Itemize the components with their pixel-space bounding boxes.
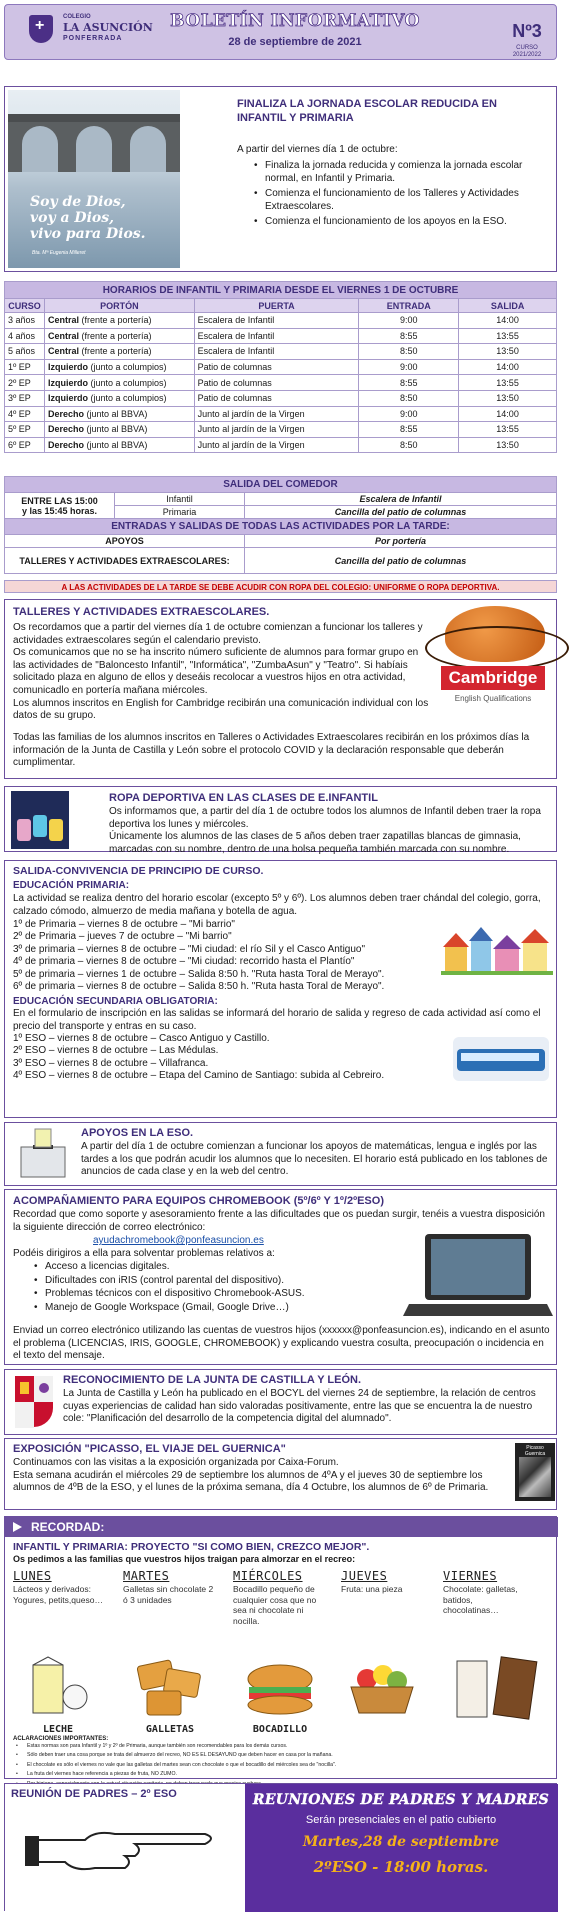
day-friday — [443, 1569, 523, 1616]
table-cell: 9:00 — [359, 313, 459, 329]
section-recordad — [4, 1516, 557, 1779]
section-lead: Os pedimos a las familias que vuestros hijos traigan para almorzar en el recreo: — [13, 1554, 356, 1564]
section-chromebook — [4, 1189, 557, 1365]
table-row — [5, 328, 557, 344]
table-cell — [44, 422, 194, 438]
table-cell: 8:50 — [359, 344, 459, 360]
table-cell: 8:55 — [359, 422, 459, 438]
day-label: VIERNES — [443, 1569, 498, 1583]
basketball-icon — [445, 606, 545, 662]
table-cell — [44, 328, 194, 344]
section-text: En el formulario de inscripción en las salidas se informará del horario de salida y regreso de cada actividad así como el precio del transporte y entras en su caso. — [13, 1008, 541, 1032]
gate-name: Izquierdo — [47, 362, 88, 373]
list-item: • Dificultades con iRIS (control parental del dispositivo). — [31, 1275, 391, 1288]
section-title: SALIDA-CONVIVENCIA DE PRINCIPIO DE CURSO. — [13, 865, 264, 877]
table-cell: 2º EP — [5, 375, 45, 391]
table-cell: Escalera de Infantil — [194, 328, 359, 344]
table-cell: Infantil — [115, 493, 245, 506]
list-item: • Comienza el funcionamiento de los Talleres y Actividades Extraescolares. — [251, 188, 551, 213]
section-title: APOYOS EN LA ESO. — [81, 1127, 194, 1139]
day-label: JUEVES — [341, 1569, 388, 1583]
cookies-icon — [135, 1657, 205, 1719]
table-cell — [44, 359, 194, 375]
table-cell: 9:00 — [359, 406, 459, 422]
bus-icon — [453, 1037, 549, 1081]
table-cell: 8:50 — [359, 437, 459, 453]
day-thursday — [341, 1569, 421, 1595]
day-label: MIÉRCOLES — [233, 1569, 303, 1583]
table-cell — [44, 406, 194, 422]
gate-name: Central — [47, 315, 79, 326]
table-cell — [44, 313, 194, 329]
school-city: PONFERRADA — [63, 35, 123, 42]
table-cell: APOYOS — [5, 535, 245, 548]
table-cell: 13:55 — [459, 328, 557, 344]
col-header: CURSO — [5, 299, 45, 313]
list-item: • Manejo de Google Workspace (Gmail, Google Drive…) — [31, 1302, 391, 1315]
table-cell: 5 años — [5, 344, 45, 360]
gate-detail: (frente a portería) — [79, 346, 152, 357]
section-title: FINALIZA LA JORNADA ESCOLAR REDUCIDA EN INFANTIL Y PRIMARIA — [237, 98, 497, 124]
day-label: LUNES — [13, 1569, 52, 1583]
gate-detail: (frente a portería) — [79, 315, 152, 326]
section-reconocimiento — [4, 1369, 557, 1435]
list-item: 2º de Primaria – jueves 7 de octubre – "Mi barrio" — [13, 931, 232, 943]
section-text: Recordad que como soporte y asesoramiento frente a las dificultades que os puedan surgir, tenéis a vuestra disposición la siguiente dirección de correo electrónico: — [13, 1209, 545, 1233]
food-label: BOCADILLO — [252, 1724, 308, 1735]
table-cell: 9:00 — [359, 359, 459, 375]
section-title: REUNIÓN DE PADRES – 2º ESO — [11, 1788, 177, 1800]
table-cell: TALLERES Y ACTIVIDADES EXTRAESCOLARES: — [5, 548, 245, 574]
subsection-title: EDUCACIÓN PRIMARIA: — [13, 880, 130, 891]
list-item: • Problemas técnicos con el dispositivo Chromebook-ASUS. — [31, 1288, 391, 1301]
school-logo-icon — [29, 15, 53, 43]
table-title: HORARIOS DE INFANTIL Y PRIMARIA DESDE EL VIERNES 1 DE OCTUBRE — [5, 282, 557, 299]
table-cell: Patio de columnas — [194, 390, 359, 406]
table-cell — [44, 344, 194, 360]
table-cell: 5º EP — [5, 422, 45, 438]
section-title: ROPA DEPORTIVA EN LAS CLASES DE E.INFANTIL — [109, 792, 378, 804]
school-name: LA ASUNCIÓN — [63, 21, 153, 34]
motto-author: Bta. Mª Eugenia Milleret — [32, 250, 86, 256]
schedule-rows — [5, 313, 557, 453]
section-talleres — [4, 599, 557, 779]
table-cell: 8:55 — [359, 328, 459, 344]
table-cell: 3º EP — [5, 390, 45, 406]
table-cell — [44, 375, 194, 391]
poster-label: Picasso Guernica — [524, 1445, 546, 1457]
gate-detail: (junto al BBVA) — [84, 440, 148, 451]
table-cell: 4 años — [5, 328, 45, 344]
gate-name: Central — [47, 330, 79, 341]
gate-detail: (junto a columpios) — [87, 393, 167, 404]
day-text: Bocadillo pequeño de cualquier cosa que no sea ni chocolate ni nocilla. — [233, 1584, 317, 1626]
section-text: A partir del día 1 de octubre comienzan a funcionar los apoyos de matemáticas, lengua e inglés por las tardes a los que podrán acudir los alumnos que lo necesiten. El horario está publicado en los tablones de anuncios de cada clase y en la web del centro. — [81, 1141, 548, 1178]
section-title: RECONOCIMIENTO DE LA JUNTA DE CASTILLA Y LEÓN. — [63, 1374, 362, 1386]
kids-illustration — [11, 791, 69, 849]
table-cell: Patio de columnas — [194, 359, 359, 375]
section-title: TALLERES Y ACTIVIDADES EXTRAESCOLARES. — [13, 606, 270, 618]
list-item: 6º de primaria – viernes 8 de octubre – Salida 8:50 h. "Ruta hasta Toral de Merayo". — [13, 981, 385, 993]
table-cell: Junto al jardín de la Virgen — [194, 422, 359, 438]
list-item: • Acceso a licencias digitales. — [31, 1261, 391, 1274]
col-header: SALIDA — [459, 299, 557, 313]
bulletin-number: Nº3 — [512, 21, 542, 41]
day-monday — [13, 1569, 105, 1605]
list-item: 1º de Primaria – viernes 8 de octubre – "Mi barrio" — [13, 919, 235, 930]
gate-name: Derecho — [47, 440, 84, 451]
gate-detail: (frente a portería) — [79, 330, 152, 341]
uniform-alert: A LAS ACTIVIDADES DE LA TARDE SE DEBE ACUDIR CON ROPA DEL COLEGIO: UNIFORME O ROPA DEPORTIVA. — [4, 580, 557, 593]
gate-detail: (junto al BBVA) — [84, 424, 148, 435]
section-text: Todas las familias de los alumnos inscritos en Talleres o Actividades Extraescolares recibirán en los próximos días la información de la Junta de Castilla y León sobre el protocolo COVID y la declaración responsable que deberán cumplimentar. — [13, 732, 530, 769]
milk-icon — [23, 1657, 93, 1719]
section-text: La Junta de Castilla y León ha publicado en el BOCYL del viernes 24 de septiembre, la relación de centros cuyas experiencias de calidad han sido valoradas positivamente, entre las que se encuentra la de nuestro cole: "Planificación del desarrollo de la competencia digital del alumnado". — [63, 1388, 536, 1425]
table-cell: Por portería — [245, 535, 557, 548]
cambridge-subtitle: English Qualifications — [454, 694, 532, 703]
fruit-basket-icon — [347, 1657, 417, 1719]
pointing-hand-icon — [25, 1810, 225, 1880]
tarde-title: ENTRADAS Y SALIDAS DE TODAS LAS ACTIVIDADES POR LA TARDE: — [5, 519, 557, 535]
section-title: EXPOSICIÓN "PICASSO, EL VIAJE DEL GUERNICA" — [13, 1443, 286, 1455]
section-text: Os recordamos que a partir del viernes día 1 de octubre comienzan a funcionar los talleres y actividades extraescolares según el calendario previsto. Os comunicamos que no se ha inscrito número suficiente de alumnos para formar grupo en las actividades de "Baloncesto Infantil", "Informática", "ZumbaAsun" y "Teatro". Si habíais solicitado plaza en alguno de ellos y deseáis recolocar a vuestros hijos en otra actividad, comunicadlo en portería mañana miércoles. Los alumnos inscritos en English for Cambridge recibirán una comunicación individual con los datos de su grupo. — [13, 622, 429, 722]
reunion-place: Serán presenciales en el patio cubierto — [305, 1814, 497, 1826]
table-cell: 1º EP — [5, 359, 45, 375]
bridge-photo — [8, 90, 180, 268]
table-cell: Primaria — [115, 506, 245, 519]
section-text: La actividad se realiza dentro del horario escolar (excepto 5º y 6º). Los alumnos deben traer chándal del colegio, gorra, calzado cómodo, almuerzo de media mañana y botella de agua. — [13, 893, 541, 917]
list-item: • Estas normas son para Infantil y 1º y 2º de Primaria, aunque también son recomendables para los demás cursos. — [13, 1743, 553, 1749]
list-item: • Sólo deben traer una cosa porque se trata del almuerzo del recreo, NO ES EL DESAYUNO que deben hacer en casa por la mañana. — [13, 1752, 553, 1758]
table-cell: Patio de columnas — [194, 375, 359, 391]
table-cell: 3 años — [5, 313, 45, 329]
eso-list — [13, 1033, 433, 1083]
col-header: PUERTA — [194, 299, 359, 313]
section-jornada — [4, 86, 557, 272]
table-row — [5, 406, 557, 422]
table-row — [5, 422, 557, 438]
sandwich-icon — [245, 1657, 315, 1719]
list-item: • Finaliza la jornada reducida y comienza la jornada escolar normal, en Infantil y Primaria. — [251, 160, 551, 185]
recordad-header: RECORDAD: — [5, 1517, 558, 1537]
table-cell: 13:55 — [459, 375, 557, 391]
food-label: GALLETAS — [145, 1724, 195, 1735]
table-cell — [44, 437, 194, 453]
table-cell: 8:55 — [359, 375, 459, 391]
problems-list — [31, 1261, 391, 1315]
intro-list — [251, 160, 551, 232]
table-row — [5, 313, 557, 329]
table-cell: Escalera de Infantil — [245, 493, 557, 506]
houses-icon — [441, 923, 553, 975]
chocolate-icon — [447, 1657, 543, 1719]
table-cell: 4º EP — [5, 406, 45, 422]
section-reunion — [4, 1783, 557, 1911]
table-cell: 6º EP — [5, 437, 45, 453]
list-item: 1º ESO – viernes 8 de octubre – Casco Antiguo y Castillo. — [13, 1033, 270, 1044]
table-cell: Escalera de Infantil — [194, 344, 359, 360]
section-apoyos — [4, 1122, 557, 1186]
subsection-title: EDUCACIÓN SECUNDARIA OBLIGATORIA: — [13, 996, 218, 1007]
table-cell: 14:00 — [459, 359, 557, 375]
gate-name: Izquierdo — [47, 377, 88, 388]
table-cell: 14:00 — [459, 313, 557, 329]
list-item: 4º ESO – viernes 8 de octubre – Etapa del Camino de Santiago: subida al Cebreiro. — [13, 1070, 385, 1082]
table-cell: 8:50 — [359, 390, 459, 406]
course-label: CURSO — [516, 45, 538, 51]
table-cell: 14:00 — [459, 406, 557, 422]
section-title: ACOMPAÑAMIENTO PARA EQUIPOS CHROMEBOOK (5º/6º Y 1º/2ºESO) — [13, 1195, 384, 1207]
table-cell: Junto al jardín de la Virgen — [194, 437, 359, 453]
gate-name: Central — [47, 346, 79, 357]
list-item: • La fruta del viernes hace referencia a piezas de fruta, NO ZUMO. — [13, 1771, 553, 1777]
course-years: 2021/2022 — [512, 52, 542, 58]
bulletin-title: BOLETÍN INFORMATIVO — [170, 11, 420, 31]
table-cell: 13:50 — [459, 390, 557, 406]
cambridge-logo: Cambridge — [441, 666, 545, 690]
table-cell — [44, 390, 194, 406]
section-salida — [4, 860, 557, 1118]
table-cell: Junto al jardín de la Virgen — [194, 406, 359, 422]
primaria-list — [13, 919, 433, 993]
reunion-date: Martes,28 de septiembre — [302, 1834, 500, 1850]
list-item: 5º de primaria – viernes 1 de octubre – Salida 8:50 h. "Ruta hasta Toral de Merayo". — [13, 968, 385, 980]
day-text: Chocolate: galletas, batidos, chocolatinas… — [443, 1584, 518, 1615]
notes-title: ACLARACIONES IMPORTANTES: — [13, 1736, 109, 1742]
gate-detail: (junto al BBVA) — [84, 408, 148, 419]
day-text: Lácteos y derivados: Yogures, petits,queso… — [13, 1584, 103, 1605]
comedor-title: SALIDA DEL COMEDOR — [5, 477, 557, 493]
gate-name: Derecho — [47, 424, 84, 435]
section-text: Podéis dirigiros a ella para solventar problemas relativos a: — [13, 1248, 275, 1259]
reunion-headline: REUNIONES DE PADRES Y MADRES — [252, 1792, 550, 1808]
list-item: 3º ESO – viernes 8 de octubre – Villafranca. — [13, 1057, 209, 1069]
col-header: ENTRADA — [359, 299, 459, 313]
comedor-table — [4, 476, 557, 574]
day-text: Galletas sin chocolate 2 ó 3 unidades — [123, 1584, 214, 1605]
section-ropa — [4, 786, 557, 855]
table-row — [5, 359, 557, 375]
gate-name: Izquierdo — [47, 393, 88, 404]
table-row — [5, 375, 557, 391]
list-item: • Comienza el funcionamiento de los apoyos en la ESO. — [251, 216, 551, 229]
day-tuesday — [123, 1569, 219, 1605]
list-item: • El chocolate es sólo el viernes no vale que las galletas del martes sean con chocolate o que el bocadillo del miércoles sea de "nocilla". — [13, 1762, 553, 1768]
table-row — [5, 344, 557, 360]
section-text: Continuamos con las visitas a la exposición organizada por Caixa-Forum. Esta semana acudirán el miércoles 29 de septiembre los alumnos de 4ºA y el jueves 30 de septiembre los alumnos de 4ºB de la ESO, y el lunes de la próxima semana, día 4 Octubre, los alumnos de 6º de Primaria. — [13, 1457, 489, 1494]
motto-text: Soy de Dios, voy a Dios, vivo para Dios. — [30, 194, 146, 242]
section-title: INFANTIL Y PRIMARIA: PROYECTO "SI COMO BIEN, CREZCO MEJOR". — [13, 1541, 370, 1553]
reunion-left — [5, 1784, 245, 1912]
table-cell: Escalera de Infantil — [194, 313, 359, 329]
table-cell: 13:50 — [459, 344, 557, 360]
table-row — [5, 437, 557, 453]
col-header: PORTÓN — [44, 299, 194, 313]
gate-name: Derecho — [47, 408, 84, 419]
section-text: Os informamos que, a partir del día 1 de octubre todos los alumnos de Infantil deben traer la ropa deportiva los lunes y miércoles. Únicamente los alumnos de las clases de 5 años deben traer zapatillas blancas de gimnasia, marcadas con su nombre, dentro de una bolsa pequeña también marcada con su nombre. — [109, 806, 541, 855]
newsletter-header — [4, 4, 557, 60]
section-text: Enviad un correo electrónico utilizando las cuentas de vuestros hijos (xxxxxx@ponfeasuncion.es), indicando en el asunto el problema (LICENCIAS, IRIS, GOOGLE, CHROMEBOOK) y explicando vuestra cosulta, preocupación o incidencia en el texto del mensaje. — [13, 1325, 550, 1362]
list-item: 4º de primaria – viernes 8 de octubre – "Mi ciudad: recorrido hasta el Plantío" — [13, 956, 355, 968]
school-line1: COLEGIO — [63, 14, 91, 20]
table-cell: Cancilla del patio de columnas — [245, 506, 557, 519]
schedule-table — [4, 281, 557, 453]
ballot-box-icon — [13, 1127, 73, 1181]
gate-detail: (junto a columpios) — [87, 362, 167, 373]
day-wednesday — [233, 1569, 325, 1626]
table-row — [5, 390, 557, 406]
bridge-graphic — [8, 108, 180, 172]
table-cell: Cancilla del patio de columnas — [245, 548, 557, 574]
day-label: MARTES — [123, 1569, 170, 1583]
bulletin-date: 28 de septiembre de 2021 — [228, 36, 362, 48]
reunion-banner — [245, 1784, 558, 1912]
laptop-icon — [403, 1230, 553, 1322]
gate-detail: (junto a columpios) — [87, 377, 167, 388]
list-item: 2º ESO – viernes 8 de octubre – Las Médulas. — [13, 1045, 219, 1057]
coat-of-arms-icon — [13, 1374, 55, 1430]
reunion-time: 2ºESO - 18:00 horas. — [313, 1858, 489, 1876]
table-cell: 13:50 — [459, 437, 557, 453]
support-email-link[interactable]: ayudachromebook@ponfeasuncion.es — [93, 1235, 264, 1246]
day-text: Fruta: una pieza — [341, 1584, 403, 1594]
table-cell: 13:55 — [459, 422, 557, 438]
section-lead: A partir del viernes día 1 de octubre: — [237, 144, 398, 155]
food-label: LECHE — [42, 1724, 74, 1735]
section-picasso — [4, 1438, 557, 1510]
comedor-time: ENTRE LAS 15:00 y las 15:45 horas. — [5, 493, 115, 519]
list-item: 3º de primaria – viernes 8 de octubre – "Mi ciudad: el río Sil y el Casco Antiguo" — [13, 943, 366, 955]
